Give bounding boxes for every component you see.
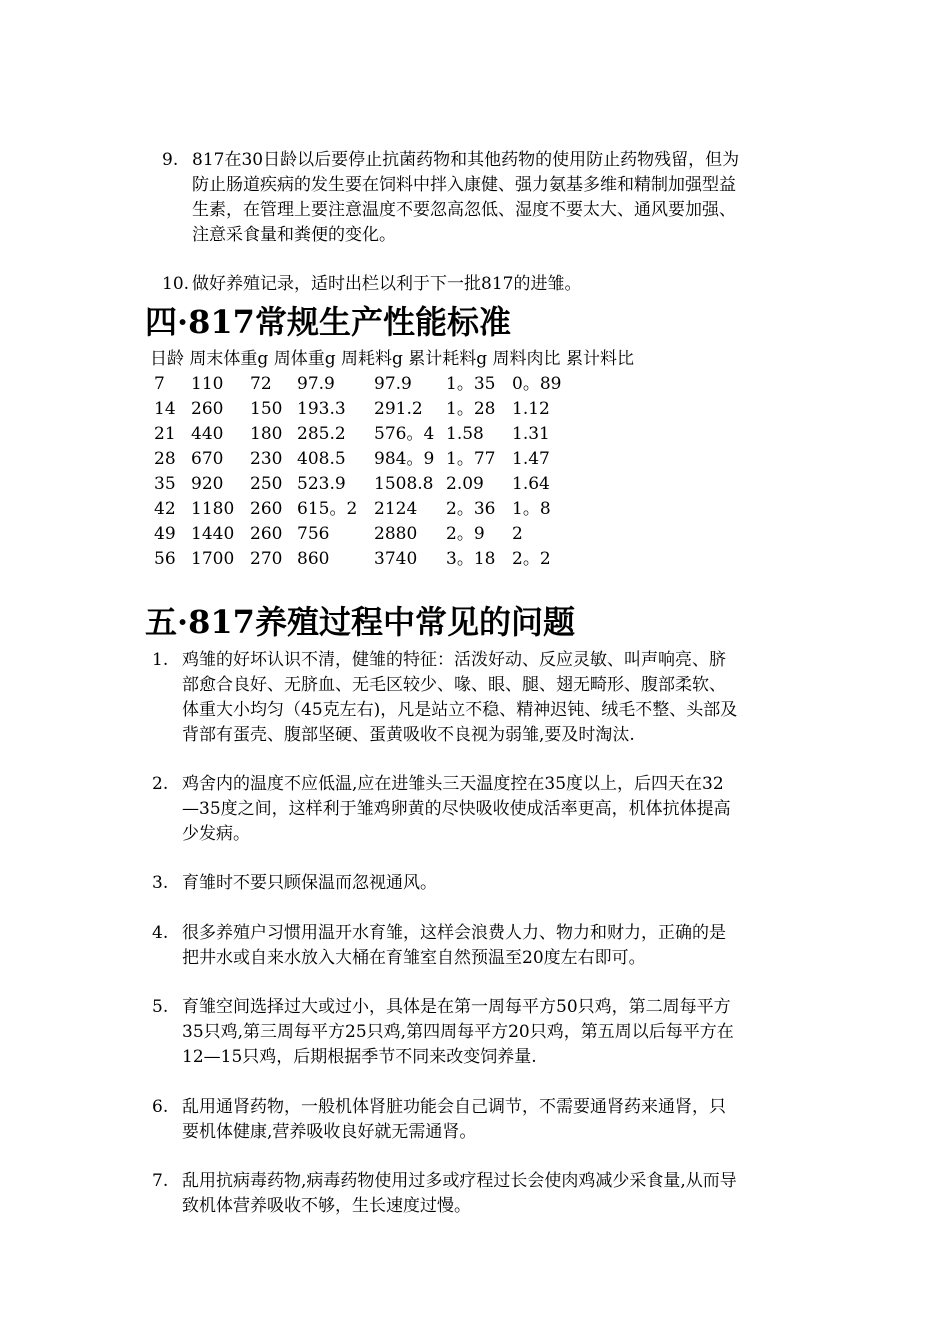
table-cell: 180 <box>250 424 283 444</box>
table-row <box>150 497 710 522</box>
text-line: 致机体营养吸收不够，生长速度过慢。 <box>182 1196 471 1216</box>
table-cell: 615。2 <box>297 499 358 519</box>
list-item <box>152 1095 806 1145</box>
table-cell: 756 <box>297 524 330 544</box>
table-cell: 2。2 <box>512 549 551 569</box>
item-number: 9. <box>162 150 179 170</box>
table-cell: 1700 <box>191 549 235 569</box>
text-line: 少发病。 <box>182 824 250 844</box>
table-cell: 28 <box>154 449 176 469</box>
table-cell: 984。9 <box>374 449 435 469</box>
text-line: 育雏空间选择过大或过小，具体是在第一周每平方50只鸡，第二周每平方 <box>182 997 731 1017</box>
table-cell: 42 <box>154 499 176 519</box>
table-cell: 1。8 <box>512 499 551 519</box>
table-cell: 1508.8 <box>374 474 434 494</box>
item-text <box>182 921 806 971</box>
table-cell: 110 <box>191 374 224 394</box>
table-cell: 1。28 <box>446 399 496 419</box>
text-line: 乱用通肾药物，一般机体肾脏功能会自己调节，不需要通肾药来通肾，只 <box>182 1097 726 1117</box>
text-line: 鸡舍内的温度不应低温,应在进雏头三天温度控在35度以上，后四天在32 <box>182 774 724 794</box>
text-line: 背部有蛋壳、腹部坚硬、蛋黄吸收不良视为弱雏,要及时淘汰. <box>182 725 635 745</box>
table-cell: 2。36 <box>446 499 496 519</box>
table-cell: 260 <box>250 524 283 544</box>
table-row <box>150 547 710 572</box>
item-number: 5. <box>152 997 169 1017</box>
item-text <box>182 871 806 896</box>
table-row <box>150 522 710 547</box>
table-cell: 3740 <box>374 549 418 569</box>
table-cell: 1.31 <box>512 424 550 444</box>
table-cell: 56 <box>154 549 176 569</box>
text-line: 部愈合良好、无脐血、无毛区较少、喙、眼、腿、翅无畸形、腹部柔软、 <box>182 675 726 695</box>
table-cell: 230 <box>250 449 283 469</box>
table-row <box>150 397 710 422</box>
text-line: 要机体健康,营养吸收良好就无需通肾。 <box>182 1122 477 1142</box>
item-text <box>182 648 806 748</box>
item-text <box>192 272 806 297</box>
table-cell: 7 <box>154 374 165 394</box>
list-item <box>152 1169 806 1219</box>
text-line: 乱用抗病毒药物,病毒药物使用过多或疗程过长会使肉鸡减少采食量,从而导 <box>182 1171 737 1191</box>
text-line: 生素，在管理上要注意温度不要忽高忽低、湿度不要太大、通风要加强、 <box>192 200 736 220</box>
table-cell: 670 <box>191 449 224 469</box>
text-line: —35度之间，这样利于雏鸡卵黄的尽快吸收使成活率更高，机体抗体提高 <box>182 799 731 819</box>
text-line: 很多养殖户习惯用温开水育雏，这样会浪费人力、物力和财力，正确的是 <box>182 923 726 943</box>
list-item <box>162 148 806 248</box>
text-line: 鸡雏的好坏认识不清，健雏的特征：活泼好动、反应灵敏、叫声响亮、脐 <box>182 650 726 670</box>
text-line: 把井水或自来水放入大桶在育雏室自然预温至20度左右即可。 <box>182 948 646 968</box>
table-cell: 285.2 <box>297 424 346 444</box>
table-cell: 0。89 <box>512 374 562 394</box>
table-row <box>150 447 710 472</box>
list-item <box>152 871 806 896</box>
table-cell: 1.12 <box>512 399 550 419</box>
list-item <box>152 648 806 748</box>
table-cell: 270 <box>250 549 283 569</box>
text-line: 12—15只鸡，后期根据季节不同来改变饲养量. <box>182 1047 537 1067</box>
text-line: 育雏时不要只顾保温而忽视通风。 <box>182 873 437 893</box>
table-cell: 1.58 <box>446 424 484 444</box>
list-item <box>162 272 806 297</box>
table-cell: 1180 <box>191 499 235 519</box>
performance-table <box>150 372 710 572</box>
table-cell: 576。4 <box>374 424 435 444</box>
table-cell: 2.09 <box>446 474 484 494</box>
table-cell: 3。18 <box>446 549 496 569</box>
list-item <box>152 772 806 847</box>
text-line: 注意采食量和粪便的变化。 <box>192 225 396 245</box>
text-line: 体重大小均匀（45克左右)，凡是站立不稳、精神迟钝、绒毛不整、头部及 <box>182 700 738 720</box>
item-number: 3. <box>152 873 169 893</box>
text-line: 35只鸡,第三周每平方25只鸡,第四周每平方20只鸡，第五周以后每平方在 <box>182 1022 734 1042</box>
table-cell: 1。77 <box>446 449 496 469</box>
table-cell: 14 <box>154 399 176 419</box>
table-cell: 920 <box>191 474 224 494</box>
item-text <box>182 1169 806 1219</box>
table-cell: 860 <box>297 549 330 569</box>
item-number: 6. <box>152 1097 169 1117</box>
table-row <box>150 372 710 397</box>
item-text <box>182 772 806 847</box>
table-cell: 2。9 <box>446 524 485 544</box>
item-number: 10. <box>162 274 190 294</box>
table-cell: 250 <box>250 474 283 494</box>
table-row <box>150 472 710 497</box>
table-cell: 1.47 <box>512 449 550 469</box>
list-item <box>152 995 806 1070</box>
table-cell: 49 <box>154 524 176 544</box>
item-text <box>182 1095 806 1145</box>
table-cell: 291.2 <box>374 399 423 419</box>
list-item <box>152 921 806 971</box>
text-line: 817在30日龄以后要停止抗菌药物和其他药物的使用防止药物残留，但为 <box>192 150 740 170</box>
table-cell: 2124 <box>374 499 418 519</box>
item-number: 2. <box>152 774 169 794</box>
item-text <box>182 995 806 1070</box>
table-cell: 1.64 <box>512 474 550 494</box>
table-cell: 97.9 <box>374 374 412 394</box>
table-cell: 440 <box>191 424 224 444</box>
text-line: 防止肠道疾病的发生要在饲料中拌入康健、强力氨基多维和精制加强型益 <box>192 175 736 195</box>
table-cell: 523.9 <box>297 474 346 494</box>
section-heading: 五·817养殖过程中常见的问题 <box>145 603 575 641</box>
table-cell: 97.9 <box>297 374 335 394</box>
table-cell: 1440 <box>191 524 235 544</box>
table-cell: 260 <box>250 499 283 519</box>
table-cell: 150 <box>250 399 283 419</box>
table-cell: 260 <box>191 399 224 419</box>
text-line: 做好养殖记录，适时出栏以利于下一批817的进雏。 <box>192 274 582 294</box>
item-number: 1. <box>152 650 169 670</box>
table-cell: 35 <box>154 474 176 494</box>
table-cell: 72 <box>250 374 272 394</box>
item-number: 4. <box>152 923 169 943</box>
table-cell: 21 <box>154 424 176 444</box>
table-header: 日龄 周末体重g 周体重g 周耗料g 累计耗料g 周料肉比 累计料比 <box>150 349 634 369</box>
table-row <box>150 422 710 447</box>
item-text <box>192 148 806 248</box>
table-cell: 1。35 <box>446 374 496 394</box>
table-cell: 2880 <box>374 524 418 544</box>
table-cell: 193.3 <box>297 399 346 419</box>
table-cell: 2 <box>512 524 523 544</box>
table-cell: 408.5 <box>297 449 346 469</box>
section-heading: 四·817常规生产性能标准 <box>145 303 511 341</box>
item-number: 7. <box>152 1171 169 1191</box>
